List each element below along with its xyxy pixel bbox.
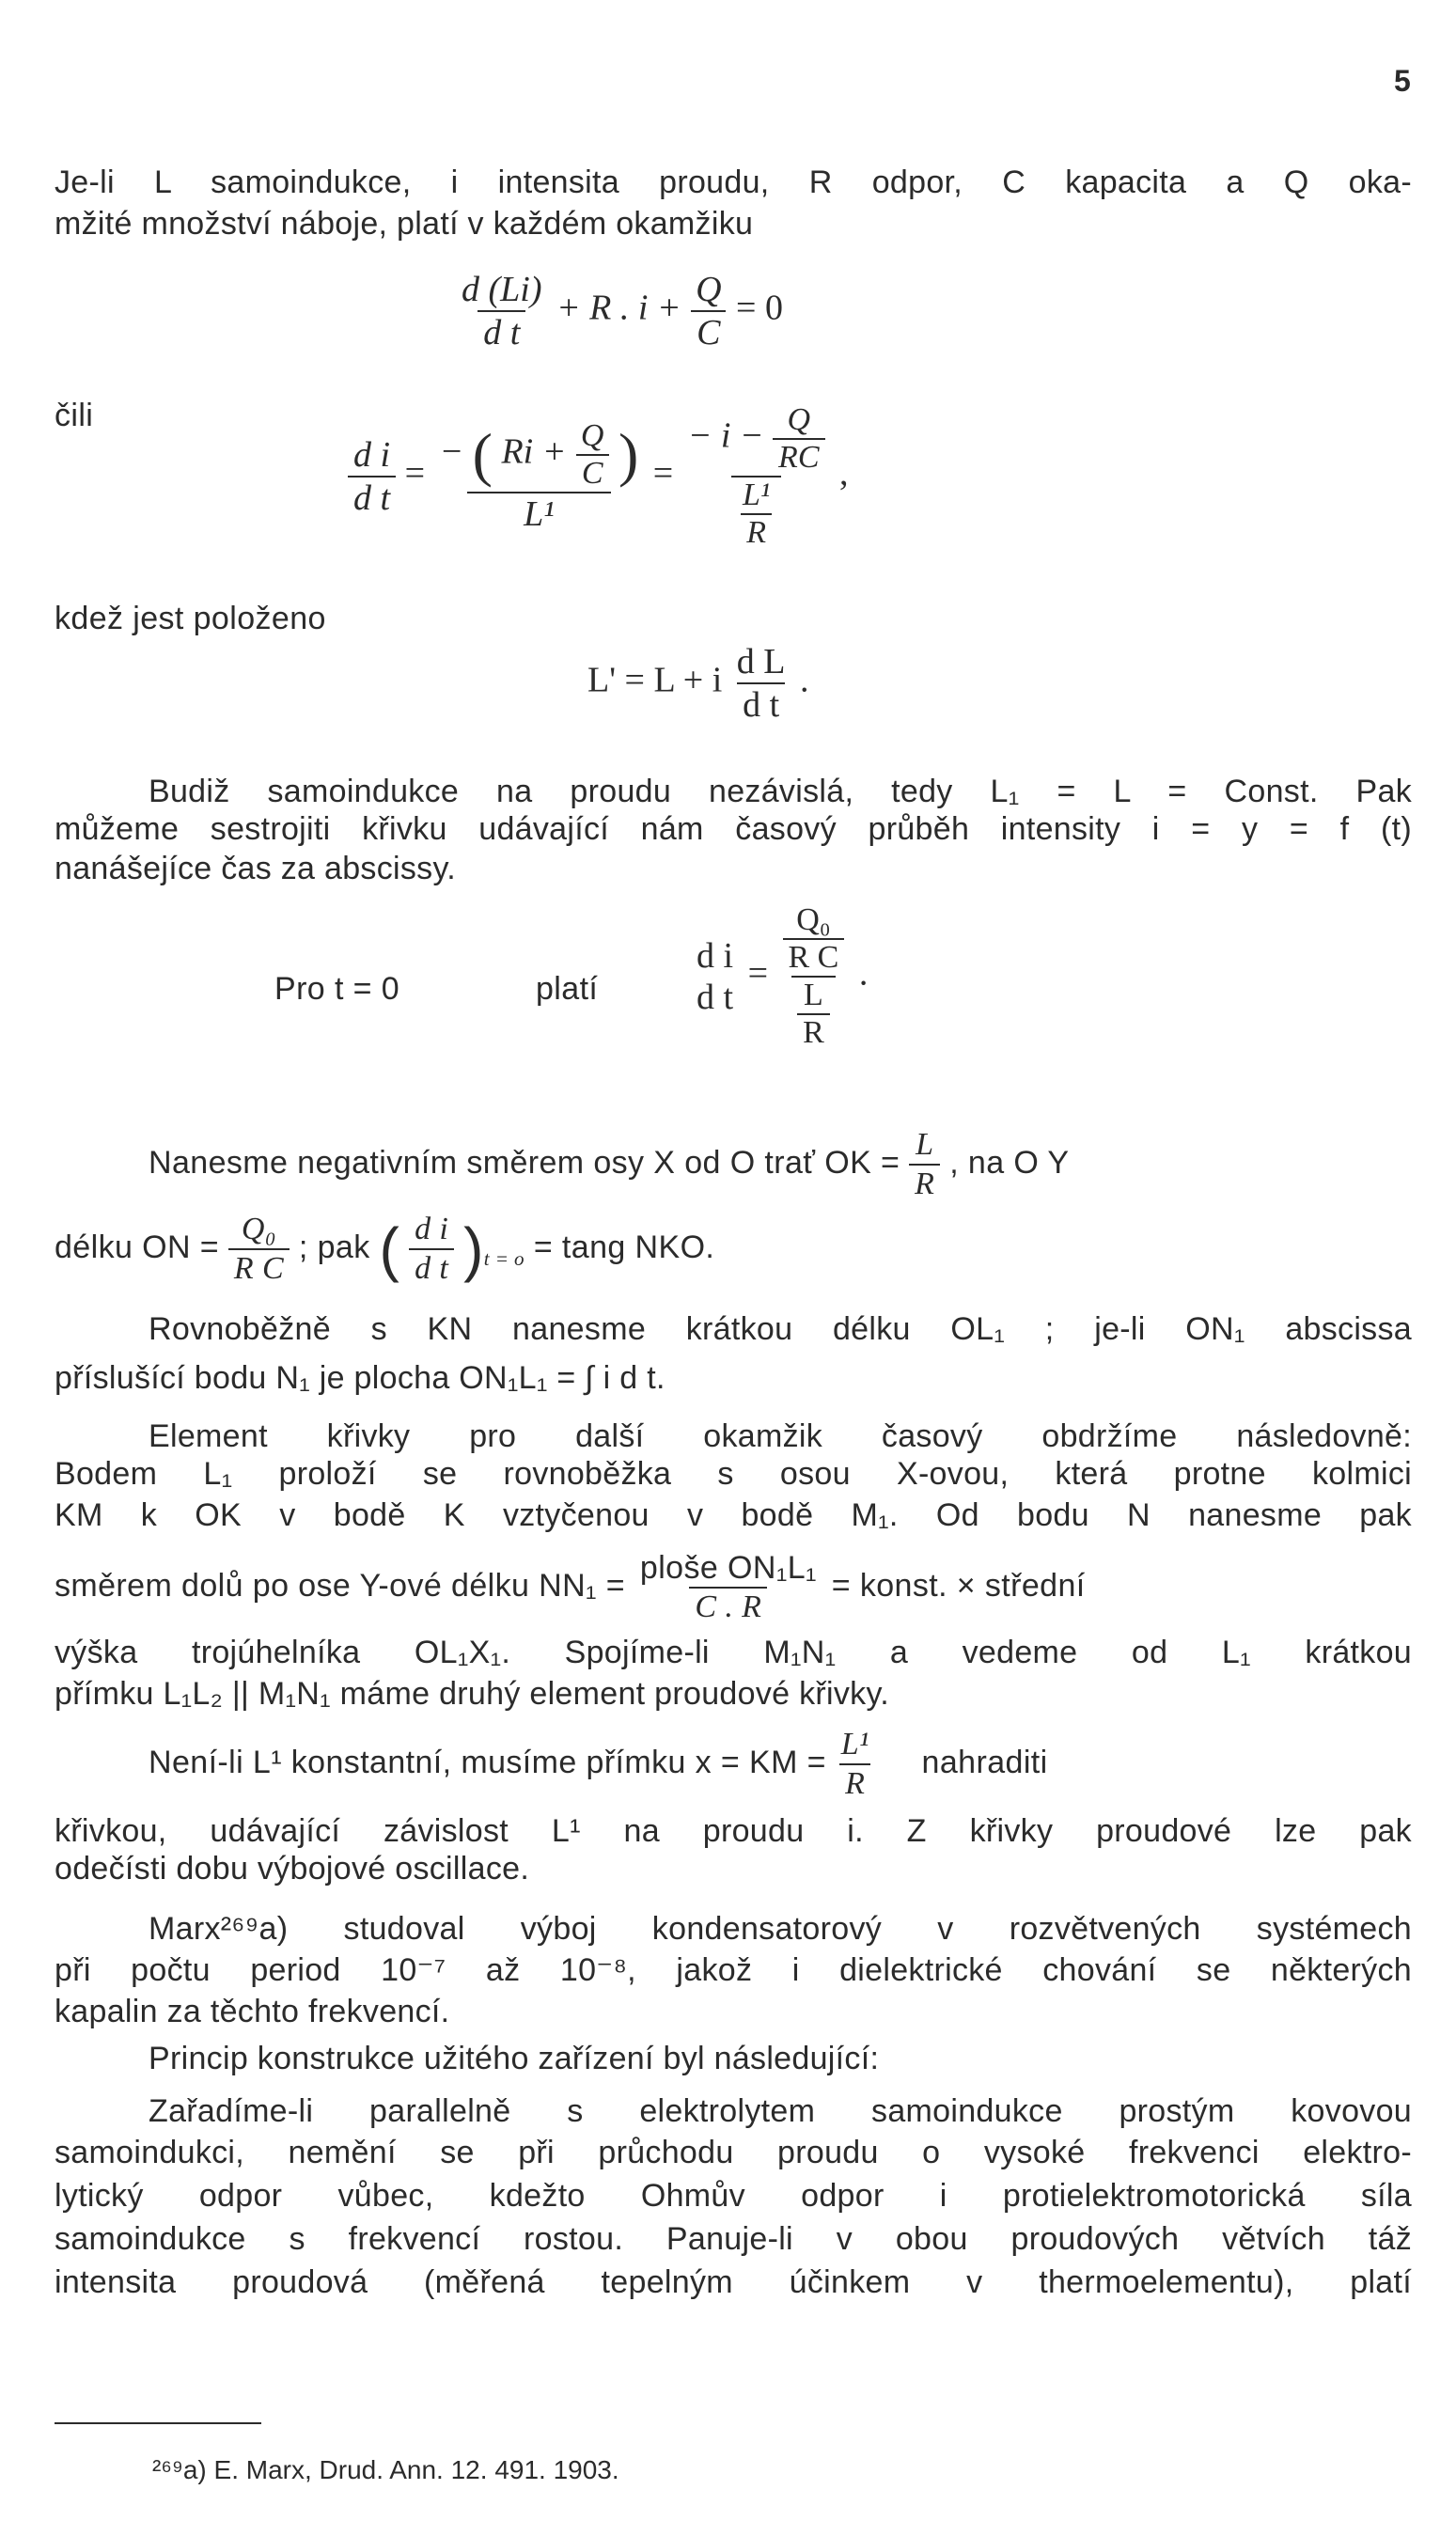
para5-line-1: Element křivky pro další okamžik časový obdržíme následovně: (149, 1418, 1412, 1454)
eq2-right-denominator (731, 476, 781, 551)
eq2-q: Q (580, 418, 604, 453)
para9-line-1: Zařadíme-li parallelně s elektrolytem samoindukce prostým kovovou (149, 2093, 1412, 2129)
eq2-middle-numerator (434, 418, 645, 492)
eq1-q-over-c (690, 269, 727, 353)
equation-4 (691, 902, 868, 1051)
eq4-pro-label: Pro t = 0 (274, 971, 400, 1007)
para2-l: L (916, 1127, 934, 1162)
cili-label: čili (55, 398, 94, 433)
para5-line-6: přímku L₁L₂ || M₁N₁ máme druhý element proudové křivky. (55, 1676, 889, 1712)
para9-line-4: samoindukce s frekvencí rostou. Panuje-li v obou proudových větvích táž (55, 2221, 1412, 2257)
eq1-equals-zero: = 0 (736, 288, 783, 328)
right-paren: ) (618, 421, 639, 488)
footnote: ²⁶⁹a) E. Marx, Drud. Ann. 12. 491. 1903. (152, 2455, 619, 2484)
para5-l4-den: C . R (689, 1587, 767, 1626)
para1-line-2: můžeme sestrojiti křivku udávající nám časový průběh intensity i = y = f (t) (55, 811, 1412, 847)
para6-line-1 (149, 1726, 1048, 1803)
eq2-di-dt (348, 434, 396, 519)
eq1-numerator: d (Li) (462, 270, 542, 309)
eq1-middle-terms: + R . i + (556, 288, 681, 328)
equation-2 (348, 402, 849, 551)
para6-l1-lead: Není-li L¹ konstantní, musíme přímku x = KM = (149, 1744, 826, 1780)
page-number: 5 (1394, 64, 1411, 98)
intro-line-2: mžité množství náboje, platí v každém okamžiku (55, 206, 754, 242)
eq4-equals: = (747, 953, 768, 994)
eq2-dt: d t (348, 476, 396, 519)
eq4-denominator (791, 976, 836, 1051)
left-paren: ( (472, 421, 493, 488)
eq2-l1-denominator: L¹ (467, 492, 611, 535)
eq2-rc: RC (773, 438, 824, 476)
para6-line-3: odečísti dobu výbojové oscillace. (55, 1851, 530, 1887)
eq1-denominator: d t (478, 310, 525, 353)
footnote-rule (55, 2422, 261, 2424)
para2-line (149, 1126, 1070, 1203)
eq2-l1: L¹ (743, 478, 771, 512)
para3-subscript: t = o (483, 1246, 524, 1270)
eq4-dot: . (858, 953, 869, 994)
para3-dt: d t (409, 1248, 454, 1288)
eq3-lhs: L' = L + i (587, 660, 723, 700)
para7-line-1: Marx²⁶⁹a) studoval výboj kondensatorový v rozvětvených systémech (149, 1911, 1412, 1947)
eq4-dt: d t (697, 978, 734, 1017)
para3-line (55, 1211, 714, 1288)
eq4-plati-label: platí (536, 971, 599, 1007)
eq1-c: C (691, 310, 726, 353)
para8-line-1: Princip konstrukce užitého zařízení byl následující: (149, 2041, 880, 2076)
para3-di-dt (409, 1211, 454, 1288)
para5-l4-lead: směrem dolů po ose Y-ové délku NN₁ = (55, 1567, 626, 1604)
para5-l4-num: ploše ON₁L₁ (639, 1550, 817, 1586)
eq2-equals-2: = (652, 453, 674, 493)
para1-line-1: Budiž samoindukce na proudu nezávislá, tedy L₁ = L = Const. Pak (149, 774, 1412, 809)
eq4-l-over-r (797, 978, 830, 1051)
para3-di: d i (415, 1212, 449, 1246)
eq2-l1-over-r (737, 478, 775, 551)
eq4-q0: Q₀ (796, 902, 831, 937)
eq3-dot: . (800, 660, 809, 700)
para4-line-1: Rovnoběžně s KN nanesme krátkou délku OL₁ ; je-li ON₁ abscissa (149, 1311, 1412, 1347)
eq4-q0-over-rc (783, 902, 845, 976)
eq2-q2: Q (787, 402, 811, 437)
para5-line-5: výška trojúhelníka OL₁X₁. Spojíme-li M₁N₁ a vedeme od L₁ krátkou (55, 1635, 1412, 1670)
para6-l1-over-r (836, 1726, 875, 1803)
kdez-label: kdež jest položeno (55, 601, 326, 636)
eq2-comma: , (839, 453, 849, 493)
eq2-q-over-rc (773, 402, 824, 476)
eq3-dl: d L (736, 642, 786, 681)
para7-line-3: kapalin za těchto frekvencí. (55, 1994, 450, 2029)
eq4-l: L (804, 978, 823, 1012)
eq2-c: C (576, 454, 609, 492)
para5-line-4 (55, 1549, 1086, 1626)
para6-l1-den: R (839, 1763, 870, 1803)
para5-area-fraction (634, 1549, 822, 1626)
intro-line-1: Je-li L samoindukce, i intensita proudu, R odpor, C kapacita a Q oka- (55, 164, 1412, 200)
para5-l4-tail: = konst. × střední (831, 1567, 1086, 1604)
para3-lead: délku ON = (55, 1229, 220, 1265)
eq2-minus-i: − i − (687, 415, 764, 456)
para5-line-3: KM k OK v bodě K vztyčenou v bodě M₁. Od bodu N nanesme pak (55, 1497, 1412, 1533)
eq2-q-over-c (575, 418, 610, 492)
para3-tail: = tang NKO. (533, 1229, 715, 1265)
eq2-r: R (741, 513, 772, 551)
para3-q0-over-rc (228, 1211, 290, 1288)
para6-line-2: křivkou, udávající závislost L¹ na proudu i. Z křivky proudové lze pak (55, 1813, 1412, 1849)
para4-line-2: příslušící bodu N₁ je plocha ON₁L₁ = ∫ i d t. (55, 1360, 665, 1396)
eq4-numerator (777, 902, 851, 976)
para6-l1-tail: nahraditi (921, 1744, 1048, 1780)
eq3-dt: d t (737, 682, 785, 726)
para2-l-over-r (909, 1126, 940, 1203)
eq2-right-fraction (682, 402, 831, 551)
para2-r: R (909, 1164, 940, 1203)
para9-line-5: intensita proudová (měřená tepelným účinkem v thermoelementu), platí (55, 2264, 1412, 2300)
eq3-dl-dt (731, 641, 791, 726)
para1-line-3: nanášejíce čas za abscissy. (55, 851, 457, 886)
eq4-main-fraction (777, 902, 851, 1051)
para6-l1-num: L¹ (840, 1727, 869, 1762)
eq2-minus: − (439, 431, 464, 472)
eq4-rc: R C (783, 938, 845, 976)
para3-right-paren: ) (463, 1215, 484, 1283)
para2-lead: Nanesme negativním směrem osy X od O trať OK = (149, 1144, 900, 1181)
para3-left-paren: ( (379, 1215, 400, 1283)
eq4-di-dt (691, 935, 739, 1018)
para2-tail: , na O Y (949, 1144, 1070, 1181)
para9-line-3: lytický odpor vůbec, kdežto Ohmův odpor i protielektromotorická síla (55, 2178, 1412, 2214)
eq4-di: d i (697, 936, 734, 976)
eq4-r: R (797, 1013, 830, 1051)
equation-1 (456, 269, 783, 353)
para3-pak: ; pak (298, 1229, 370, 1265)
para9-line-2: samoindukci, nemění se při průchodu proudu o vysoké frekvenci elektro- (55, 2135, 1412, 2170)
eq1-fraction (456, 269, 548, 353)
eq2-di: d i (353, 435, 391, 475)
eq2-right-numerator (682, 402, 831, 476)
eq2-equals-1: = (404, 453, 425, 493)
para5-line-2: Bodem L₁ proloží se rovnoběžka s osou X-ovou, která protne kolmici (55, 1456, 1412, 1492)
para3-q0: Q₀ (241, 1212, 277, 1246)
eq2-middle-fraction (434, 418, 645, 535)
eq2-ri: Ri + (501, 431, 567, 472)
equation-3 (587, 641, 809, 726)
eq1-q: Q (696, 270, 722, 309)
para7-line-2: při počtu period 10⁻⁷ až 10⁻⁸, jakož i dielektrické chování se některých (55, 1952, 1412, 1988)
para3-rc: R C (228, 1248, 290, 1288)
